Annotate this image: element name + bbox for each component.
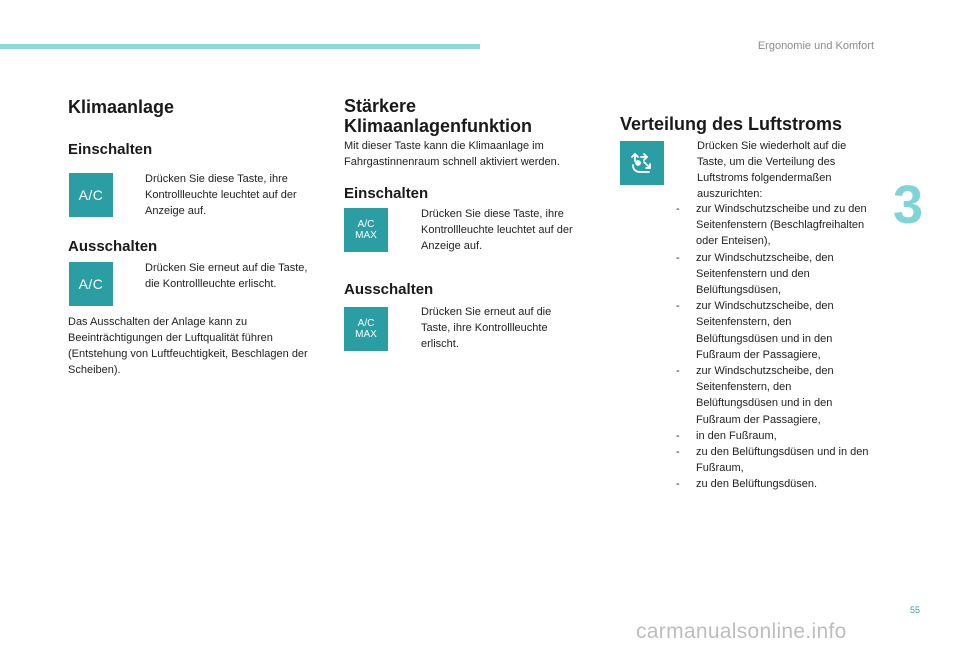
air-distribution-icon bbox=[627, 148, 657, 178]
list-item: - zu den Belüftungsdüsen. bbox=[676, 478, 818, 491]
staerkere-title-line2: Klimaanlagenfunktion bbox=[344, 116, 533, 136]
ac-max-button-icon bbox=[344, 307, 388, 351]
air-distribution-button-icon bbox=[620, 141, 664, 185]
col2-off-heading: Ausschalten bbox=[344, 281, 434, 298]
chapter-number: 3 bbox=[893, 175, 924, 235]
list-item: - zur Windschutzscheibe, den Seitenfenstern und den Belüftungsdüsen, bbox=[676, 251, 834, 297]
ac-button-icon bbox=[69, 262, 113, 306]
ac-max-icon-top: A/C bbox=[357, 318, 375, 329]
col1-off-note bbox=[118, 260, 318, 292]
col1-footer-text: Das Ausschalten der Anlage kann zu Beeinträchtigungen der Luftqualität führen (Entstehung von Luftfeuchtigkeit, Beschlagen der Scheiben). bbox=[68, 316, 308, 376]
col1-on-heading: Einschalten bbox=[68, 141, 153, 158]
list-item: - zu den Belüftungsdüsen und in den Fußraum, bbox=[676, 446, 869, 475]
col1-on-note-text: Drücken Sie diese Taste, ihre Kontrollleuchte leuchtet auf der Anzeige auf. bbox=[145, 173, 297, 217]
col2-on-note bbox=[394, 206, 594, 254]
col1-off-heading: Ausschalten bbox=[68, 238, 158, 255]
header-accent-bar bbox=[0, 44, 480, 49]
ac-button-icon bbox=[69, 173, 113, 217]
ac-max-button-icon bbox=[344, 208, 388, 252]
list-item: - in den Fußraum, bbox=[676, 429, 777, 442]
ac-icon-label: A/C bbox=[78, 187, 104, 203]
ac-max-icon-bottom: MAX bbox=[355, 230, 377, 241]
col2-intro: Mit dieser Taste kann die Klimaanlage im Fahrgastinnenraum schnell aktiviert werden. bbox=[344, 140, 560, 168]
col2-on-heading: Einschalten bbox=[344, 185, 429, 202]
staerkere-title-line1: Stärkere bbox=[344, 96, 417, 116]
col1-on-note bbox=[118, 171, 318, 219]
list-item: - zur Windschutzscheibe und zu den Seitenfenstern (Beschlagfreihalten oder Enteisen), bbox=[676, 203, 867, 248]
col3-note bbox=[670, 138, 870, 202]
ac-icon-label: A/C bbox=[78, 276, 104, 292]
ac-max-icon-bottom: MAX bbox=[355, 329, 377, 340]
col3-note-text: Drücken Sie wiederholt auf die Taste, um die Verteilung des Luftstroms folgendermaßen auszurichten: bbox=[697, 140, 847, 200]
ac-max-icon-top: A/C bbox=[357, 219, 375, 230]
verteilung-title: Verteilung des Luftstroms bbox=[620, 114, 843, 134]
distribution-list bbox=[676, 201, 871, 493]
col2-on-note-text: Drücken Sie diese Taste, ihre Kontrollleuchte leuchtet auf der Anzeige auf. bbox=[421, 208, 573, 252]
section-title: Ergonomie und Komfort bbox=[757, 40, 874, 52]
klimaanlage-title: Klimaanlage bbox=[68, 97, 175, 117]
col1-off-note-text: Drücken Sie erneut auf die Taste, die Kontrollleuchte erlischt. bbox=[145, 262, 308, 290]
page-number: 55 bbox=[910, 605, 921, 615]
col2-off-note-text: Drücken Sie erneut auf die Taste, ihre Kontrollleuchte erlischt. bbox=[421, 306, 552, 350]
list-item: - zur Windschutzscheibe, den Seitenfenstern, den Belüftungsdüsen und in den Fußraum der Passagiere, bbox=[676, 365, 834, 426]
col2-off-note bbox=[394, 304, 574, 352]
watermark: carmanualsonline.info bbox=[636, 620, 847, 643]
list-item: - zur Windschutzscheibe, den Seitenfenstern, den Belüftungsdüsen und in den Fußraum der Passagiere, bbox=[676, 300, 834, 361]
